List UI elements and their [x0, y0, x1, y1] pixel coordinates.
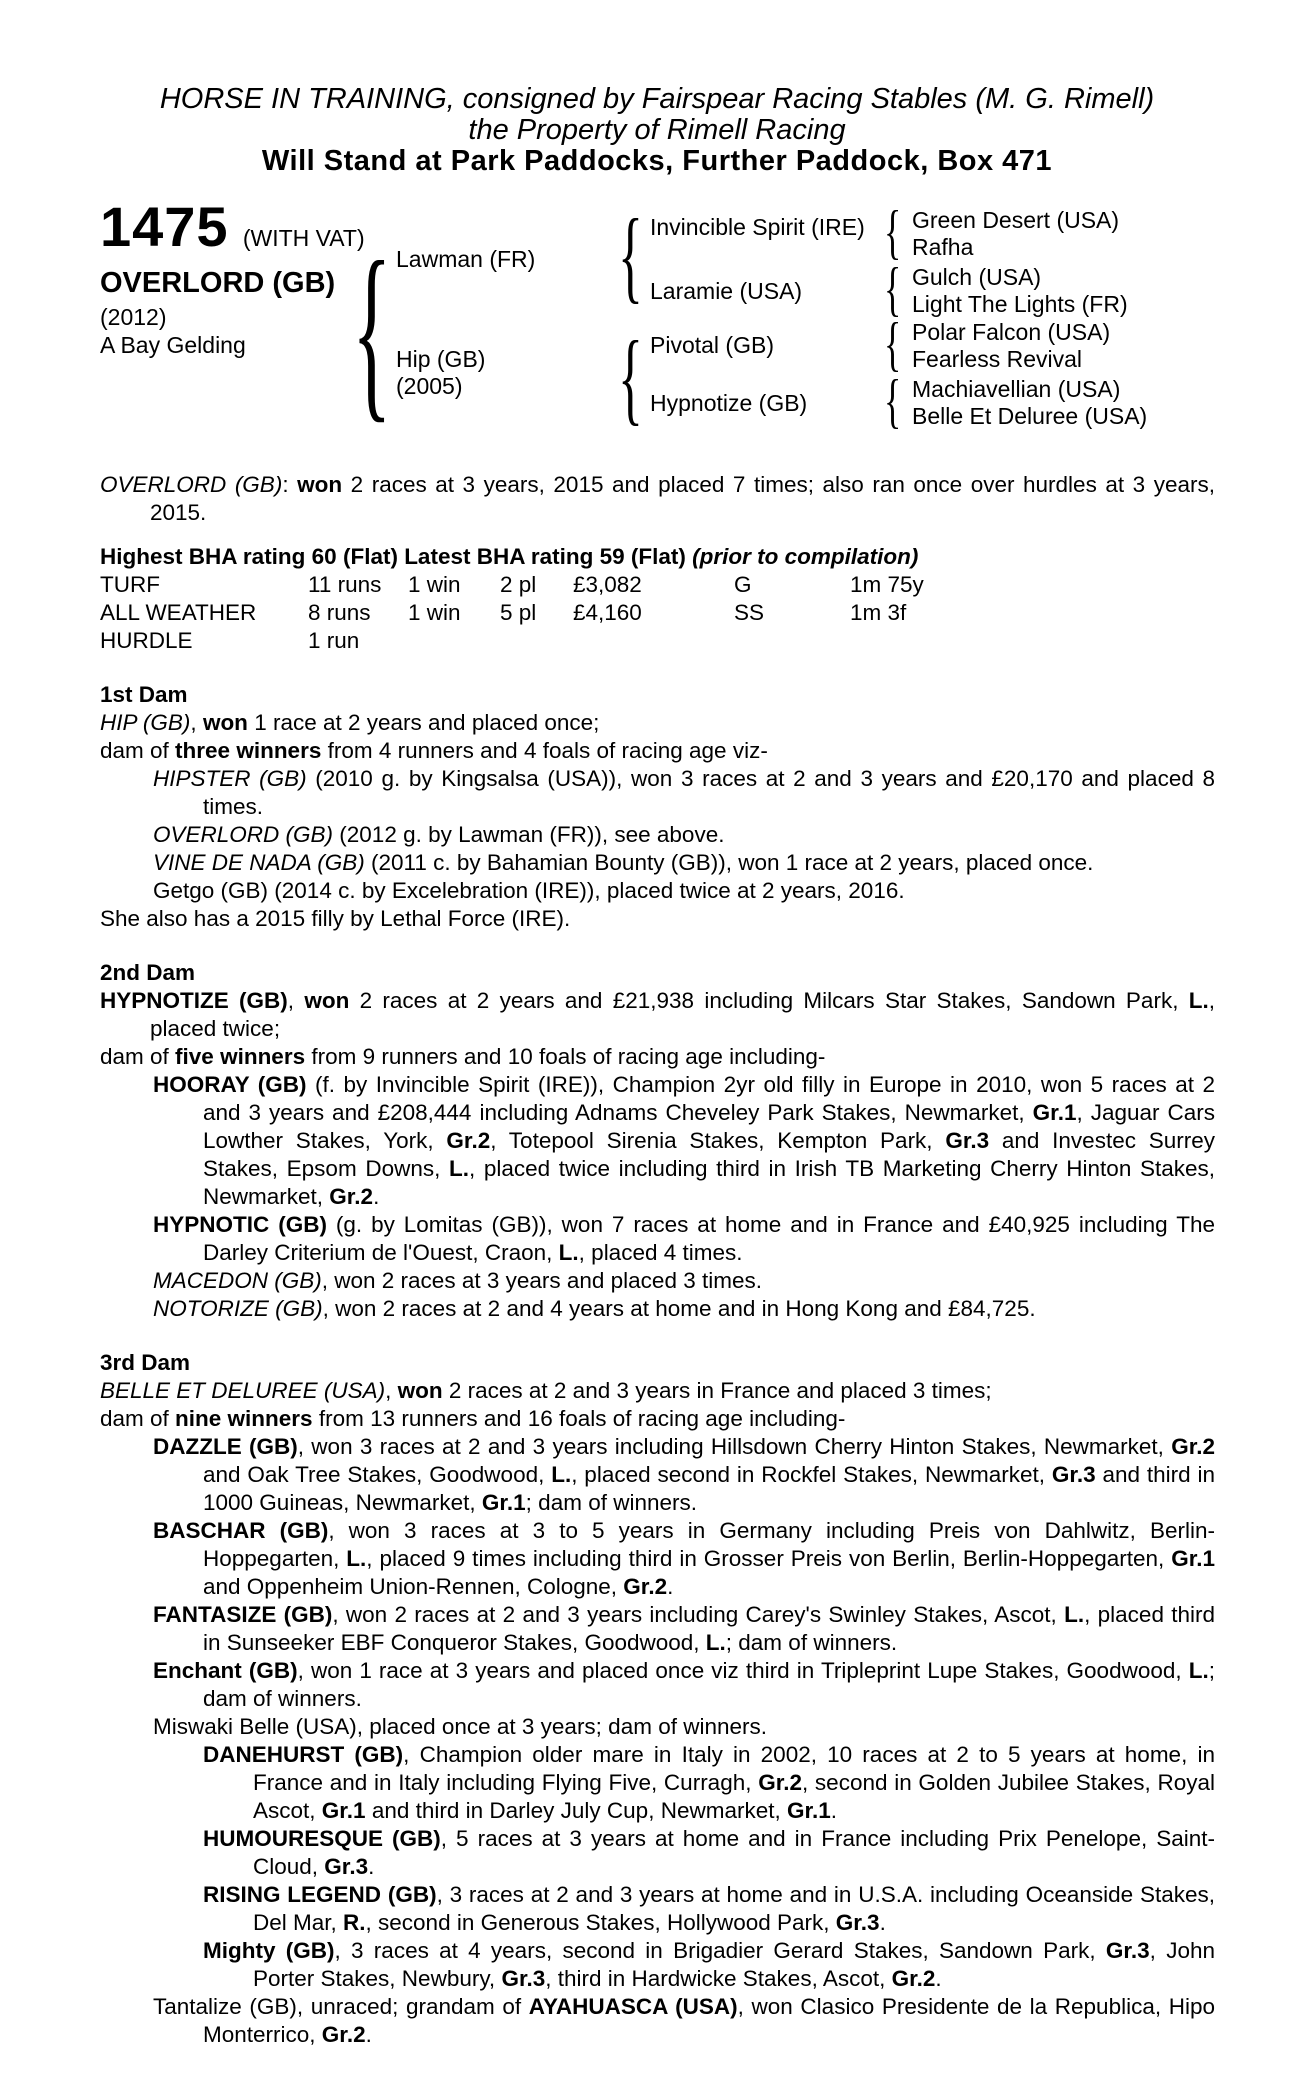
- text-segment: Gr.2: [758, 1770, 802, 1795]
- text-segment: won: [297, 472, 343, 497]
- surface-cell: ALL WEATHER: [100, 600, 257, 625]
- text-segment: won: [304, 988, 350, 1013]
- catalog-paragraph: [153, 877, 1215, 905]
- text-segment: :: [282, 472, 298, 497]
- text-segment: ; dam of winners.: [725, 1630, 898, 1655]
- text-segment: dam of: [100, 1406, 176, 1431]
- text-segment: , Jaguar Cars Lowther Stakes, York,: [203, 1100, 1215, 1153]
- text-segment: ,: [385, 1378, 398, 1403]
- wins-cell: 1 win: [408, 600, 461, 625]
- text-segment: Gr.3: [835, 1910, 880, 1935]
- earnings-cell: £4,160: [573, 600, 642, 625]
- text-segment: Mighty (GB): [203, 1938, 335, 1963]
- great-grandsire-2: Gulch (USA): [912, 264, 1042, 290]
- surface-cell: HURDLE: [100, 628, 193, 653]
- catalog-paragraph: [153, 1433, 1216, 1517]
- bha-rating-heading-note: (prior to compilation): [692, 544, 919, 569]
- bha-rating-block: [0, 543, 1314, 655]
- text-segment: , second in Golden Jubilee Stakes, Royal Ascot,: [253, 1770, 1215, 1823]
- text-segment: , third in Hardwicke Stakes, Ascot,: [545, 1966, 892, 1991]
- text-segment: Gr.2: [623, 1574, 668, 1599]
- pedigree-brace-sire-parents: {: [618, 198, 643, 313]
- text-segment: AYAHUASCA (USA): [528, 1994, 738, 2019]
- text-segment: won: [397, 1378, 443, 1403]
- text-segment: Miswaki Belle (USA), placed once at 3 years; dam of winners.: [153, 1714, 768, 1739]
- consignor-title-line: HORSE IN TRAINING, consigned by Fairspear Racing Stables (M. G. Rimell): [159, 83, 1155, 115]
- catalog-paragraph: [153, 849, 1215, 877]
- places-cell: 2 pl: [500, 572, 537, 597]
- going-cell: SS: [734, 600, 765, 625]
- great-granddam-1: Rafha: [912, 234, 974, 260]
- text-segment: Gr.3: [945, 1128, 990, 1153]
- table-row: [100, 627, 1314, 655]
- text-segment: L.: [1188, 988, 1209, 1013]
- text-segment: FANTASIZE (GB): [153, 1602, 333, 1627]
- text-segment: .: [830, 1798, 838, 1823]
- catalog-paragraph: [153, 1267, 1215, 1295]
- pedigree-brace-gg1: {: [884, 199, 902, 265]
- catalog-paragraph: [203, 1937, 1215, 1993]
- catalog-paragraph: [153, 1071, 1215, 1211]
- catalog-paragraph: [203, 1881, 1215, 1937]
- text-segment: L.: [346, 1546, 367, 1571]
- earnings-cell: £3,082: [573, 572, 642, 597]
- text-segment: and third in Darley July Cup, Newmarket,: [365, 1798, 787, 1823]
- text-segment: She also has a 2015 filly by Lethal Force (IRE).: [100, 906, 571, 931]
- text-segment: , won 1 race at 3 years and placed once viz third in Tripleprint Lupe Stakes, Goodwood,: [297, 1658, 1189, 1683]
- going-cell: [734, 627, 850, 655]
- text-segment: , won 3 races at 2 and 3 years including Hillsdown Cherry Hinton Stakes, Newmarket,: [297, 1434, 1172, 1459]
- catalog-paragraph: [100, 471, 1215, 527]
- horse-description: A Bay Gelding: [100, 332, 246, 358]
- text-segment: .: [667, 1574, 674, 1599]
- page-header: [0, 84, 1314, 177]
- wins-cell: 1 win: [408, 572, 461, 597]
- text-segment: .: [879, 1910, 886, 1935]
- text-segment: Gr.1: [1171, 1546, 1215, 1571]
- catalog-body: [0, 471, 1314, 2049]
- text-segment: 2 races at 2 and 3 years in France and placed 3 times;: [442, 1378, 992, 1403]
- section-heading: 2nd Dam: [100, 960, 196, 985]
- text-segment: , placed twice including third in Irish TB Marketing Cherry Hinton Stakes, Newmarket,: [203, 1156, 1215, 1209]
- catalog-paragraph: [153, 1993, 1215, 2049]
- text-segment: OVERLORD (GB): [153, 822, 334, 847]
- text-segment: from 4 runners and 4 foals of racing age viz-: [321, 738, 768, 763]
- text-segment: , won 2 races at 2 and 4 years at home and in Hong Kong and £84,725.: [322, 1296, 1036, 1321]
- text-segment: , 3 races at 4 years, second in Brigadier Gerard Stakes, Sandown Park,: [334, 1938, 1106, 1963]
- text-segment: Gr.3: [324, 1854, 369, 1879]
- text-segment: .: [368, 1854, 375, 1879]
- great-grandsire-1: Green Desert (USA): [912, 207, 1120, 233]
- runs-cell: 1 run: [308, 628, 360, 653]
- dam-sire-name: Pivotal (GB): [650, 332, 774, 358]
- text-segment: L.: [551, 1462, 572, 1487]
- text-segment: .: [365, 2022, 372, 2047]
- great-granddam-2: Light The Lights (FR): [912, 291, 1128, 317]
- text-segment: DAZZLE (GB): [153, 1434, 298, 1459]
- catalog-paragraph: [100, 905, 1215, 933]
- great-granddam-4: Belle Et Deluree (USA): [912, 403, 1148, 429]
- text-segment: , Totepool Sirenia Stakes, Kempton Park,: [490, 1128, 946, 1153]
- race-record: [0, 471, 1314, 527]
- text-segment: , placed 4 times.: [578, 1240, 743, 1265]
- dam-foaling-year: (2005): [396, 373, 463, 399]
- text-segment: OVERLORD (GB): [100, 472, 283, 497]
- text-segment: HYPNOTIZE (GB): [100, 988, 288, 1013]
- catalog-page: [0, 84, 1314, 2084]
- catalog-paragraph: [153, 1713, 1215, 1741]
- text-segment: Gr.3: [1051, 1462, 1096, 1487]
- text-segment: three winners: [175, 738, 322, 763]
- text-segment: Gr.2: [321, 2022, 366, 2047]
- text-segment: dam of: [100, 738, 176, 763]
- text-segment: .: [373, 1184, 380, 1209]
- text-segment: , placed third in Sunseeker EBF Conqueror Stakes, Goodwood,: [203, 1602, 1216, 1655]
- text-segment: , John Porter Stakes, Newbury,: [253, 1938, 1215, 1991]
- text-segment: (f. by Invincible Spirit (IRE)), Champion 2yr old filly in Europe in 2010, won 5 races at 2 and 3 years and £208,444 including Adnams Cheveley Park Stakes, Newmarket,: [203, 1072, 1215, 1125]
- text-segment: and Oak Tree Stakes, Goodwood,: [203, 1462, 552, 1487]
- great-grandsire-4: Machiavellian (USA): [912, 376, 1121, 402]
- text-segment: BASCHAR (GB): [153, 1518, 329, 1543]
- great-grandsire-3: Polar Falcon (USA): [912, 319, 1111, 345]
- text-segment: (2010 g. by Kingsalsa (USA)), won 3 races at 2 and 3 years and £20,170 and placed 8 times.: [203, 766, 1215, 819]
- pedigree-table: [0, 195, 1314, 463]
- sire-dam-name: Laramie (USA): [650, 278, 803, 304]
- text-segment: from 13 runners and 16 foals of racing age including-: [312, 1406, 846, 1431]
- catalog-paragraph: [153, 765, 1215, 821]
- text-segment: , Champion older mare in Italy in 2002, 10 races at 2 to 5 years at home, in France and in Italy including Flying Five, Curragh,: [253, 1742, 1215, 1795]
- sire-name: Lawman (FR): [396, 246, 536, 272]
- text-segment: ; dam of winners.: [525, 1490, 697, 1515]
- text-segment: ,: [190, 710, 203, 735]
- text-segment: and Oppenheim Union-Rennen, Cologne,: [203, 1574, 624, 1599]
- bha-record-table: [100, 571, 1314, 655]
- dam-section: [0, 959, 1314, 1323]
- catalog-paragraph: [100, 987, 1215, 1043]
- text-segment: from 9 runners and 10 foals of racing age including-: [305, 1044, 826, 1069]
- text-segment: dam of: [100, 1044, 176, 1069]
- pedigree-brace-main: {: [352, 222, 392, 439]
- catalog-paragraph: [153, 1657, 1215, 1713]
- text-segment: L.: [558, 1240, 579, 1265]
- surface-cell: TURF: [100, 572, 160, 597]
- dam-section: [0, 1349, 1314, 2049]
- text-segment: Gr.1: [321, 1798, 366, 1823]
- dam-dam-name: Hypnotize (GB): [650, 390, 808, 416]
- catalog-paragraph: [203, 1741, 1215, 1825]
- places-cell: 5 pl: [500, 600, 537, 625]
- places-cell: [500, 627, 573, 655]
- text-segment: HOORAY (GB): [153, 1072, 307, 1097]
- text-segment: Gr.3: [501, 1966, 546, 1991]
- text-segment: DANEHURST (GB): [203, 1742, 404, 1767]
- bha-rating-heading: [100, 543, 1314, 571]
- text-segment: Gr.1: [1032, 1100, 1077, 1125]
- text-segment: ,: [287, 988, 305, 1013]
- runs-cell: 8 runs: [308, 600, 371, 625]
- text-segment: , won 2 races at 2 and 3 years including Carey's Swinley Stakes, Ascot,: [332, 1602, 1065, 1627]
- text-segment: Gr.2: [891, 1966, 936, 1991]
- text-segment: , placed twice;: [150, 988, 1215, 1041]
- text-segment: Gr.3: [1105, 1938, 1150, 1963]
- text-segment: RISING LEGEND (GB): [203, 1882, 437, 1907]
- text-segment: Tantalize (GB), unraced; grandam of: [153, 1994, 529, 2019]
- sire-sire-name: Invincible Spirit (IRE): [650, 214, 865, 240]
- text-segment: , won 3 races at 3 to 5 years in Germany including Preis von Dahlwitz, Berlin-Hoppegarten,: [203, 1518, 1215, 1571]
- dam-sections: [0, 681, 1314, 2049]
- horse-name: OVERLORD (GB): [100, 267, 336, 299]
- catalog-paragraph: [100, 1043, 1215, 1071]
- pedigree-brace-dam-parents: {: [618, 320, 643, 435]
- text-segment: (2012 g. by Lawman (FR)), see above.: [333, 822, 725, 847]
- property-line: the Property of Rimell Racing: [468, 114, 846, 146]
- catalog-paragraph: [153, 1211, 1215, 1267]
- pedigree-brace-gg3: {: [884, 311, 902, 377]
- text-segment: 1 race at 2 years and placed once;: [247, 710, 600, 735]
- catalog-paragraph: [153, 821, 1215, 849]
- catalog-paragraph: [153, 1601, 1216, 1657]
- text-segment: 2 races at 3 years, 2015 and placed 7 times; also ran once over hurdles at 3 years, 2015.: [150, 472, 1215, 525]
- dam-section: [0, 681, 1314, 933]
- text-segment: Gr.1: [481, 1490, 526, 1515]
- lot-number: 1475: [100, 195, 229, 258]
- text-segment: L.: [1188, 1658, 1209, 1683]
- bha-rating-heading-bold: Highest BHA rating 60 (Flat) Latest BHA rating 59 (Flat): [100, 544, 693, 569]
- catalog-paragraph: [100, 1405, 1215, 1433]
- text-segment: (g. by Lomitas (GB)), won 7 races at home and in France and £40,925 including The Darley Criterium de l'Ouest, Craon,: [203, 1212, 1215, 1265]
- text-segment: and Investec Surrey Stakes, Epsom Downs,: [203, 1128, 1215, 1181]
- going-cell: G: [734, 572, 752, 597]
- text-segment: five winners: [175, 1044, 306, 1069]
- text-segment: , placed 9 times including third in Grosser Preis von Berlin, Berlin-Hoppegarten,: [366, 1546, 1172, 1571]
- runs-cell: 11 runs: [308, 572, 382, 597]
- section-heading: 3rd Dam: [100, 1350, 191, 1375]
- catalog-paragraph: [153, 1295, 1215, 1323]
- text-segment: HIPSTER (GB): [153, 766, 307, 791]
- catalog-paragraph: [100, 1377, 1215, 1405]
- text-segment: HUMOURESQUE (GB): [203, 1826, 441, 1851]
- text-segment: Gr.2: [1171, 1434, 1215, 1459]
- text-segment: MACEDON (GB): [153, 1268, 322, 1293]
- text-segment: , second in Generous Stakes, Hollywood Park,: [365, 1910, 836, 1935]
- text-segment: Gr.2: [329, 1184, 374, 1209]
- distance-cell: 1m 3f: [850, 600, 907, 625]
- earnings-cell: [573, 627, 734, 655]
- text-segment: , placed second in Rockfel Stakes, Newmarket,: [571, 1462, 1052, 1487]
- text-segment: (2011 c. by Bahamian Bounty (GB)), won 1 race at 2 years, placed once.: [364, 850, 1094, 875]
- catalog-paragraph: [153, 1517, 1215, 1601]
- dam-name: Hip (GB): [396, 346, 486, 372]
- text-segment: , won 2 races at 3 years and placed 3 times.: [321, 1268, 762, 1293]
- text-segment: Getgo (GB) (2014 c. by Excelebration (IRE)), placed twice at 2 years, 2016.: [153, 878, 905, 903]
- wins-cell: [408, 627, 500, 655]
- lot-line: [100, 195, 365, 258]
- text-segment: 2 races at 2 years and £21,938 including Milcars Star Stakes, Sandown Park,: [349, 988, 1189, 1013]
- horse-foaling-year: (2012): [100, 304, 167, 330]
- text-segment: won: [202, 710, 248, 735]
- text-segment: HIP (GB): [100, 710, 191, 735]
- lot-vat-note: (WITH VAT): [242, 225, 365, 251]
- text-segment: ; dam of winners.: [203, 1658, 1215, 1711]
- text-segment: nine winners: [175, 1406, 313, 1431]
- distance-cell: 1m 75y: [850, 572, 924, 597]
- text-segment: Gr.1: [786, 1798, 831, 1823]
- catalog-paragraph: [203, 1825, 1216, 1881]
- text-segment: L.: [705, 1630, 726, 1655]
- text-segment: R.: [343, 1910, 366, 1935]
- stand-location-line: Will Stand at Park Paddocks, Further Paddock, Box 471: [261, 145, 1053, 177]
- catalog-paragraph: [100, 709, 1215, 737]
- text-segment: NOTORIZE (GB): [153, 1296, 323, 1321]
- distance-cell: [850, 627, 1314, 655]
- text-segment: , 5 races at 3 years at home and in France including Prix Penelope, Saint-Cloud,: [253, 1826, 1216, 1879]
- text-segment: and third in 1000 Guineas, Newmarket,: [203, 1462, 1216, 1515]
- text-segment: , 3 races at 2 and 3 years at home and in U.S.A. including Oceanside Stakes, Del Mar,: [253, 1882, 1215, 1935]
- section-heading: 1st Dam: [100, 682, 188, 707]
- pedigree-brace-gg2: {: [884, 256, 902, 322]
- catalog-paragraph: [100, 737, 1215, 765]
- text-segment: Enchant (GB): [153, 1658, 298, 1683]
- text-segment: Gr.2: [446, 1128, 491, 1153]
- text-segment: L.: [1064, 1602, 1085, 1627]
- text-segment: BELLE ET DELUREE (USA): [100, 1378, 386, 1403]
- text-segment: .: [935, 1966, 942, 1991]
- text-segment: L.: [448, 1156, 469, 1181]
- great-granddam-3: Fearless Revival: [912, 346, 1082, 372]
- table-row: [100, 599, 1314, 627]
- text-segment: , won Clasico Presidente de la Republica, Hipo Monterrico,: [203, 1994, 1215, 2047]
- table-row: [100, 571, 1314, 599]
- text-segment: HYPNOTIC (GB): [153, 1212, 327, 1237]
- text-segment: VINE DE NADA (GB): [153, 850, 365, 875]
- pedigree-brace-gg4: {: [884, 368, 902, 434]
